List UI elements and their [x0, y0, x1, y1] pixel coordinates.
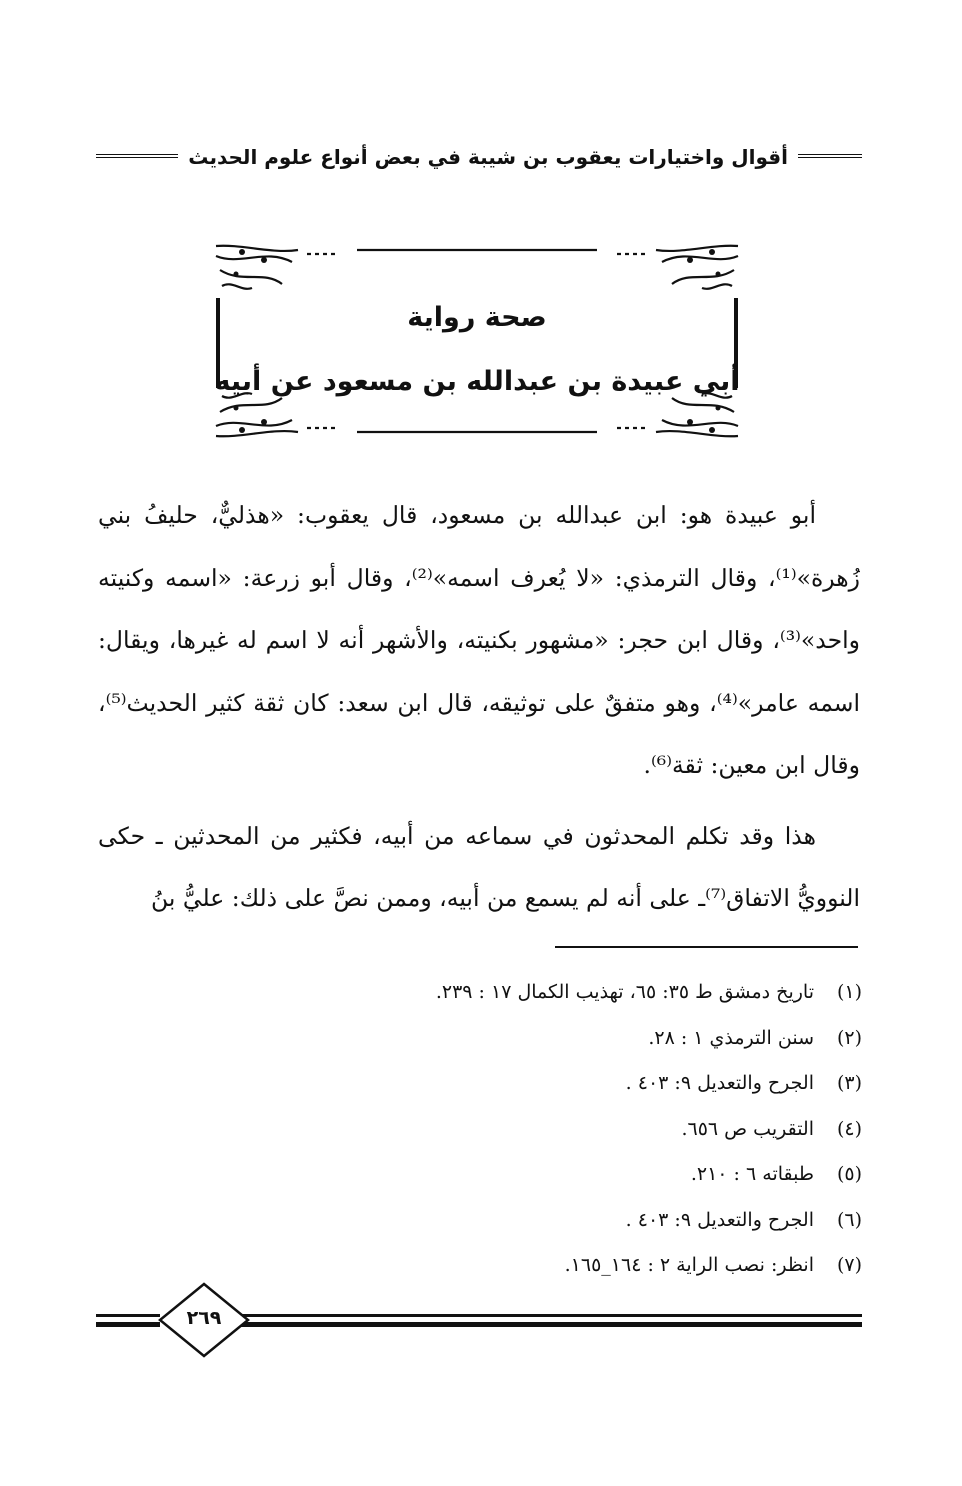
title-box — [212, 240, 742, 440]
footnote-text: تاريخ دمشق ط ٣٥: ٦٥، تهذيب الكمال ١٧ : ٢٣٩. — [435, 981, 814, 1003]
footnote-number: (٧) — [836, 1254, 862, 1276]
title-line-2: أبي عبيدة بن عبدالله بن مسعود عن أبيه — [214, 366, 740, 397]
footnote-2 — [120, 1016, 862, 1062]
running-header — [96, 140, 862, 174]
footnote-number: (٢) — [836, 1026, 862, 1049]
footnote-number: (٤) — [836, 1117, 862, 1140]
paragraph-2: هذا وقد تكلم المحدثون في سماعه من أبيه، فكثير من المحدثين ـ حكى النوويُّ الاتفاق⁽⁷⁾ـ على أنه لم يسمع من أبيه، وممن نصَّ على ذلك: عليُّ بنُ — [98, 821, 860, 912]
footnote-3 — [120, 1061, 862, 1107]
footnote-text: سنن الترمذي ١ : ٢٨. — [648, 1026, 814, 1049]
footer-rule — [96, 1322, 160, 1327]
footnote-4 — [120, 1107, 862, 1153]
page-footer — [96, 1280, 862, 1360]
footnote-5 — [120, 1152, 862, 1198]
header-rule-left — [96, 154, 178, 161]
footnote-separator — [555, 946, 858, 948]
footnote-number: (١) — [836, 981, 862, 1003]
footnote-text: طبقاته ٦ : ٢١٠. — [690, 1163, 814, 1185]
footnote-number: (٥) — [836, 1163, 862, 1185]
ornament-frame-icon — [212, 240, 742, 440]
footnote-text: انظر: نصب الراية ٢ : ١٦٤_١٦٥. — [564, 1254, 814, 1276]
footnote-6 — [120, 1198, 862, 1244]
running-header-text: أقوال واختيارات يعقوب بن شيبة في بعض أنواع علوم الحديث — [188, 145, 788, 169]
footnote-text: الجرح والتعديل ٩: ٤٠٣ . — [625, 1208, 814, 1231]
footer-rule — [96, 1314, 160, 1317]
footnote-1 — [120, 970, 862, 1016]
footnotes — [120, 970, 862, 1289]
paragraph-1: أبو عبيدة هو: ابن عبدالله بن مسعود، قال يعقوب: «هذليٌّ، حليفُ بني زُهرة»⁽¹⁾، وقال الترمذي: «لا يُعرف اسمه»⁽²⁾، وقال أبو زرعة: «اسمه وكنيته واحد»⁽³⁾، وقال ابن حجر: «مشهور بكنيته، والأشهر أنه لا اسم له غيرها، ويقال: اسمه عامر»⁽⁴⁾، وهو متفقٌ على توثيقه، قال ابن سعد: كان ثقة كثير الحديث⁽⁵⁾، وقال ابن معين: ثقة⁽⁶⁾. — [98, 501, 860, 779]
footnote-text: الجرح والتعديل ٩: ٤٠٣ . — [625, 1072, 814, 1094]
footnote-text: التقريب ص ٦٥٦. — [681, 1117, 814, 1140]
footer-rule — [230, 1314, 862, 1317]
header-rule-right — [798, 154, 862, 161]
body-text — [98, 484, 860, 930]
footer-rule — [230, 1322, 862, 1327]
footnote-number: (٣) — [836, 1072, 862, 1094]
title-line-1: صحة رواية — [407, 302, 547, 333]
footnote-number: (٦) — [836, 1208, 862, 1231]
page-number: ٢٦٩ — [186, 1307, 222, 1329]
